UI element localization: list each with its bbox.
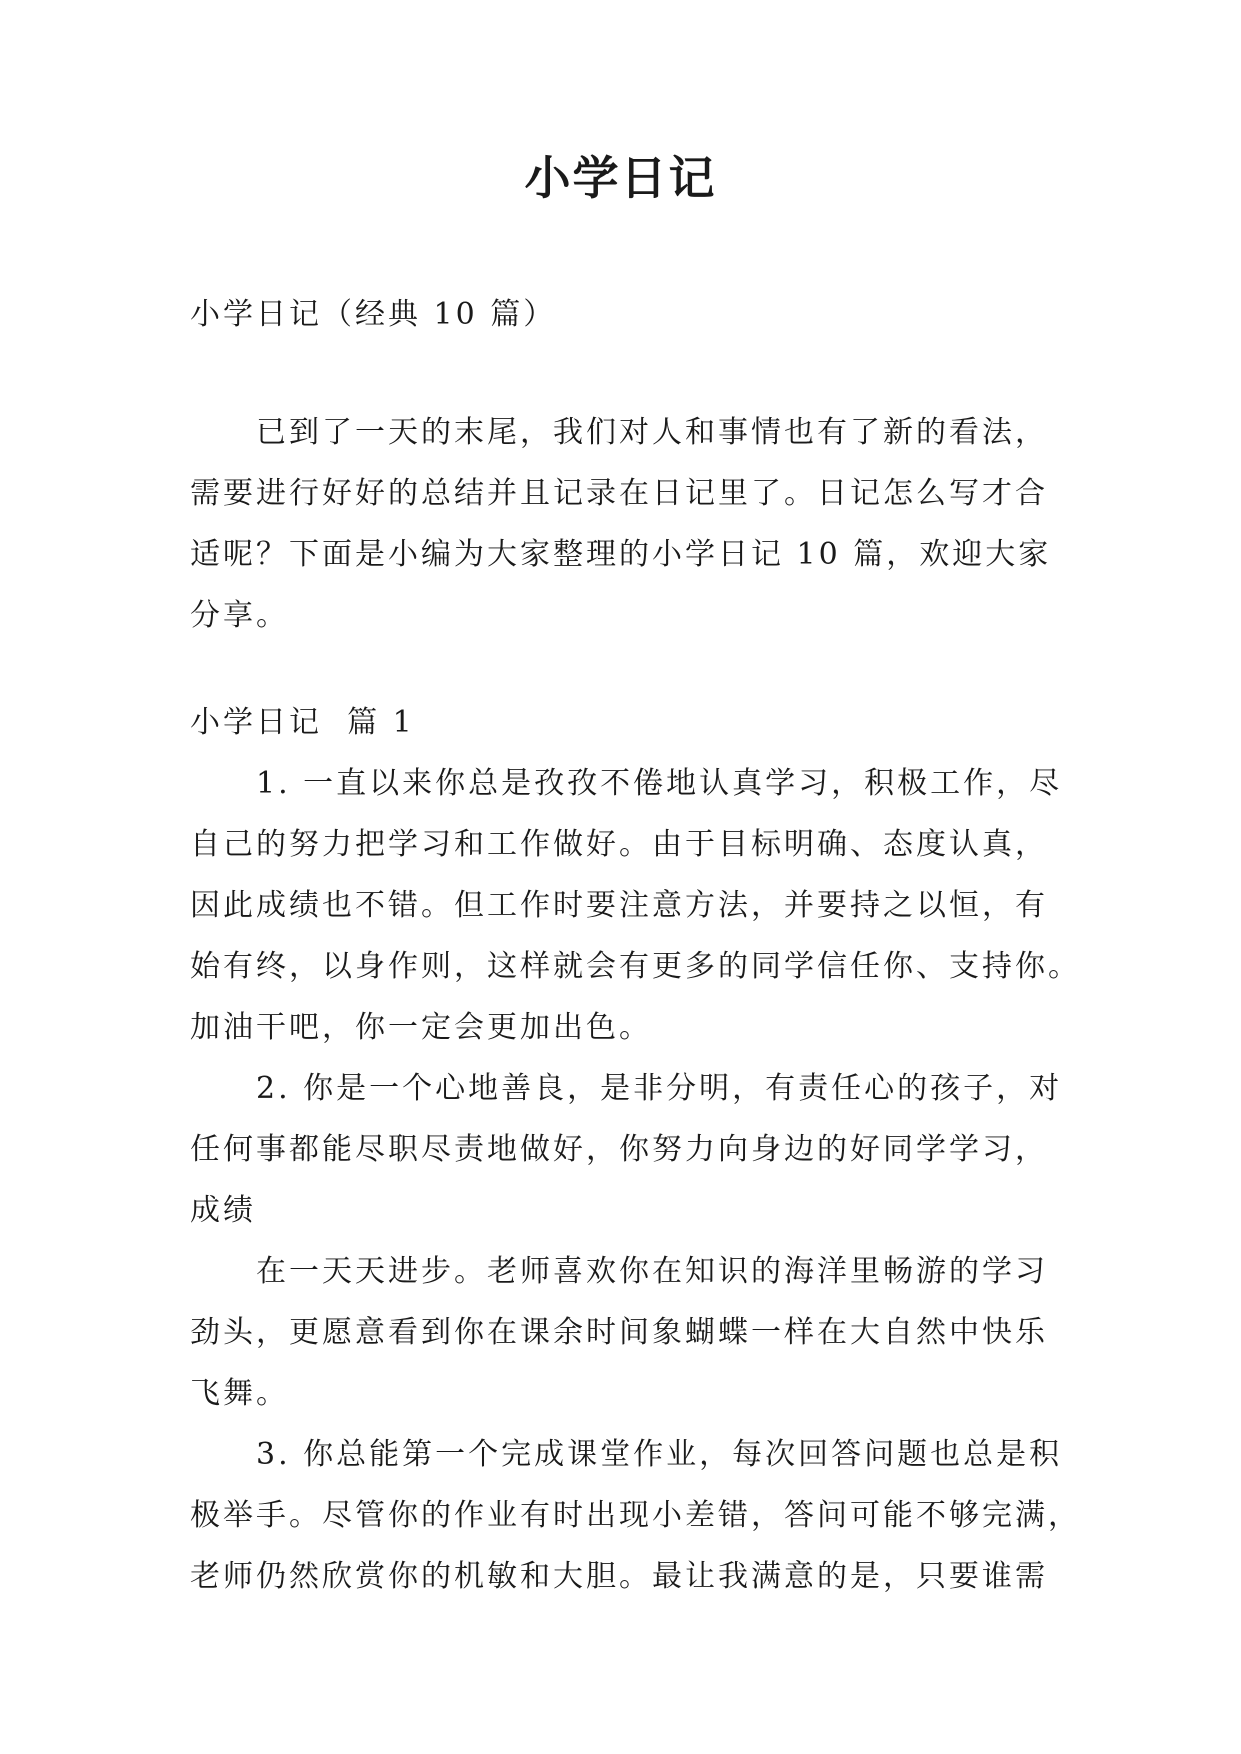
- paragraph-2: [190, 1058, 1070, 1241]
- body-line: 1. 一直以来你总是孜孜不倦地认真学习，积极工作，尽: [256, 766, 1063, 801]
- body-line: 3. 你总能第一个完成课堂作业，每次回答问题也总是积: [256, 1437, 1063, 1472]
- document-title: 小学日记: [524, 151, 717, 205]
- paragraph-3: [190, 1241, 1070, 1424]
- body-line: 老师仍然欣赏你的机敏和大胆。最让我满意的是，只要谁需: [190, 1559, 1048, 1594]
- intro-line: 需要进行好好的总结并且记录在日记里了。日记怎么写才合: [190, 476, 1048, 511]
- body-line: 成绩: [190, 1193, 256, 1228]
- body-line: 自己的努力把学习和工作做好。由于目标明确、态度认真，: [190, 827, 1048, 862]
- paragraph-1: [190, 753, 1081, 1058]
- body-line: 飞舞。: [190, 1376, 289, 1411]
- diary-body: [190, 753, 1081, 1607]
- body-line: 劲头，更愿意看到你在课余时间象蝴蝶一样在大自然中快乐: [190, 1315, 1048, 1350]
- body-line: 因此成绩也不错。但工作时要注意方法，并要持之以恒，有: [190, 888, 1048, 923]
- intro-line: 适呢？下面是小编为大家整理的小学日记 10 篇，欢迎大家: [190, 537, 1052, 572]
- body-line: 2. 你是一个心地善良，是非分明，有责任心的孩子，对: [256, 1071, 1063, 1106]
- body-line: 在一天天进步。老师喜欢你在知识的海洋里畅游的学习: [256, 1254, 1048, 1289]
- body-line: 加油干吧，你一定会更加出色。: [190, 1010, 652, 1045]
- section-heading: 小学日记 篇 1: [190, 705, 415, 740]
- intro-paragraph: [190, 402, 1070, 646]
- intro-line: 已到了一天的末尾，我们对人和事情也有了新的看法，: [256, 415, 1048, 450]
- body-line: 任何事都能尽职尽责地做好，你努力向身边的好同学学习，: [190, 1132, 1048, 1167]
- paragraph-4: [190, 1424, 1081, 1607]
- body-line: 极举手。尽管你的作业有时出现小差错，答问可能不够完满，: [190, 1498, 1081, 1533]
- body-line: 始有终，以身作则，这样就会有更多的同学信任你、支持你。: [190, 949, 1081, 984]
- document-subtitle: 小学日记（经典 10 篇）: [190, 297, 557, 332]
- intro-line: 分享。: [190, 598, 289, 633]
